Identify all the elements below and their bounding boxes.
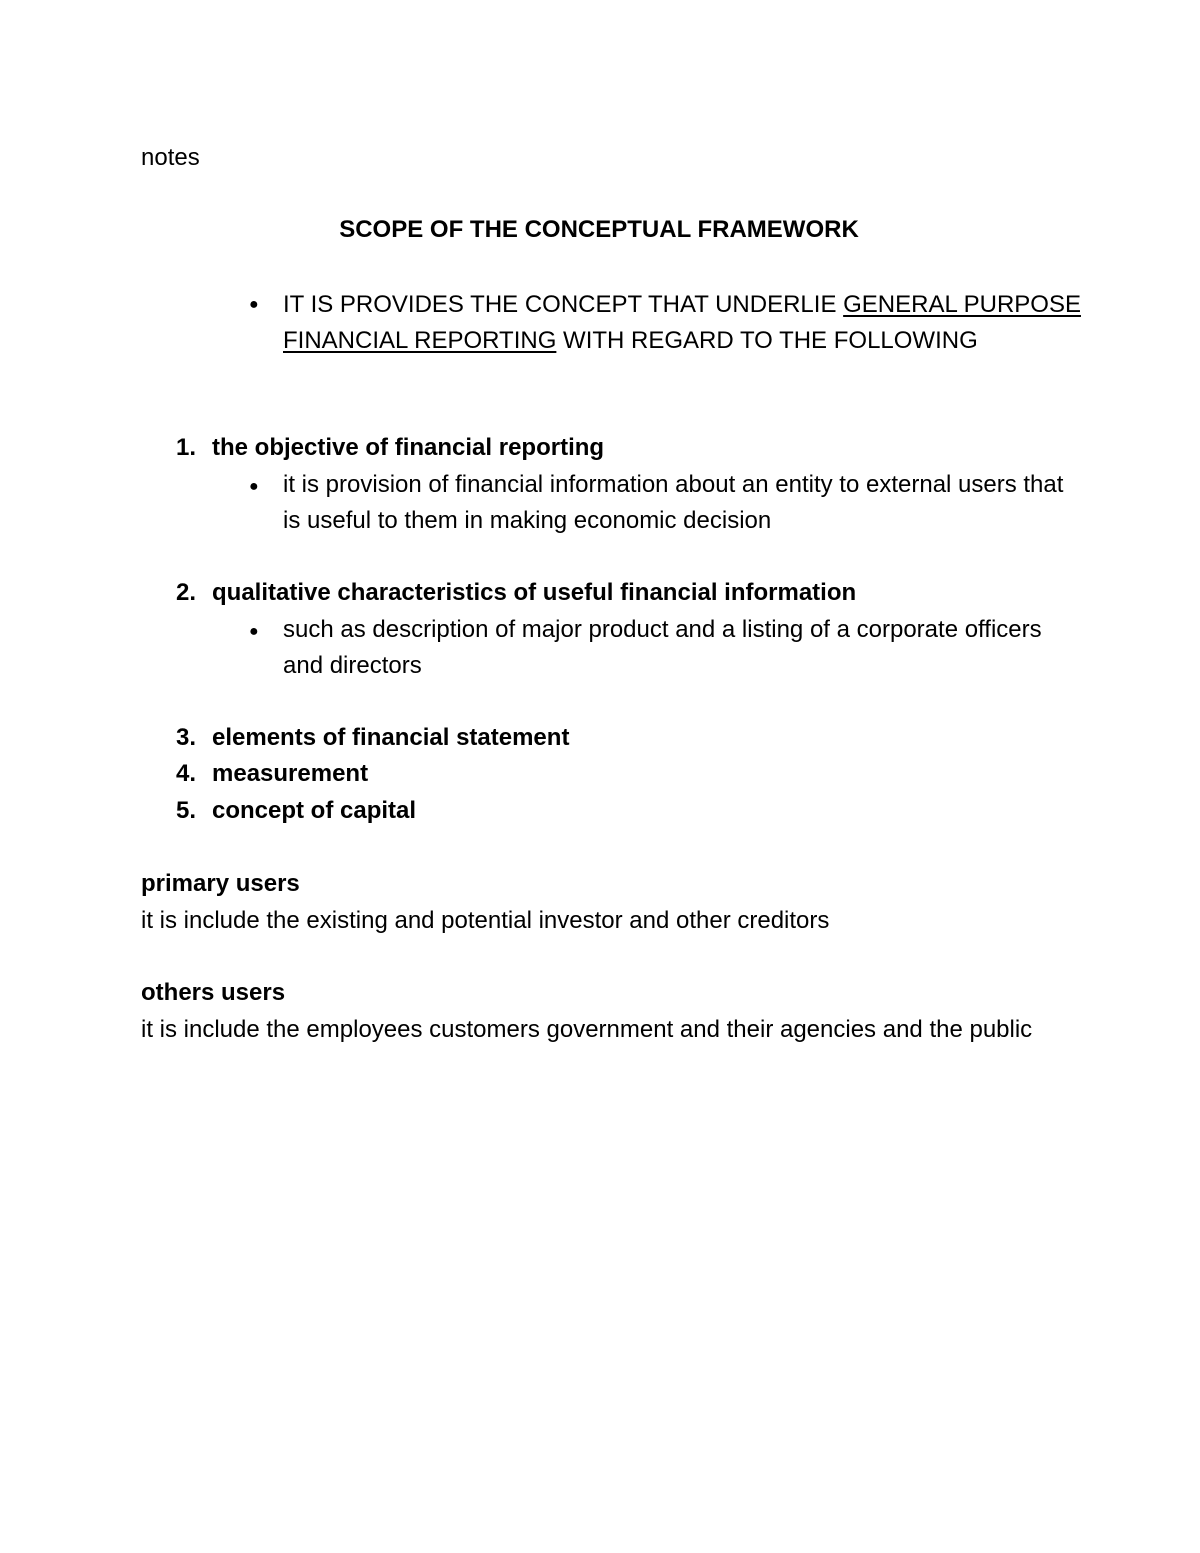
intro-paragraph: [283, 287, 1083, 359]
list-item-number: 2.: [176, 579, 197, 606]
intro-text-after: WITH REGARD TO THE FOLLOWING: [556, 327, 978, 354]
bullet-icon: ●: [249, 623, 259, 640]
list-item-heading: the objective of financial reporting: [212, 434, 605, 461]
list-item-heading: elements of financial statement: [212, 724, 570, 751]
list-item-detail: such as description of major product and a listing of a corporate officers and directors: [283, 616, 1042, 679]
list-item-heading: qualitative characteristics of useful financial information: [212, 579, 857, 606]
list-item-heading: measurement: [212, 760, 369, 787]
section-heading-others-users: others users: [141, 979, 286, 1006]
notes-label: notes: [141, 144, 200, 171]
intro-text-before: IT IS PROVIDES THE CONCEPT THAT UNDERLIE: [283, 291, 844, 318]
list-item-number: 5.: [176, 797, 197, 824]
document-title: SCOPE OF THE CONCEPTUAL FRAMEWORK: [339, 216, 859, 243]
list-item-detail: it is provision of financial information about an entity to external users that is useful to them in making economic decision: [283, 471, 1064, 534]
section-text-primary-users: it is include the existing and potential investor and other creditors: [141, 907, 830, 934]
list-item-heading: concept of capital: [212, 797, 417, 824]
intro-underlined-text: GENERAL PURPOSE FINANCIAL REPORTING: [283, 291, 1081, 354]
list-item-number: 4.: [176, 760, 197, 787]
section-text-others-users: it is include the employees customers government and their agencies and the public: [141, 1016, 1033, 1043]
list-item-number: 3.: [176, 724, 197, 751]
section-heading-primary-users: primary users: [141, 870, 300, 897]
bullet-icon: ●: [249, 296, 259, 313]
bullet-icon: ●: [249, 478, 259, 495]
list-item-number: 1.: [176, 434, 197, 461]
